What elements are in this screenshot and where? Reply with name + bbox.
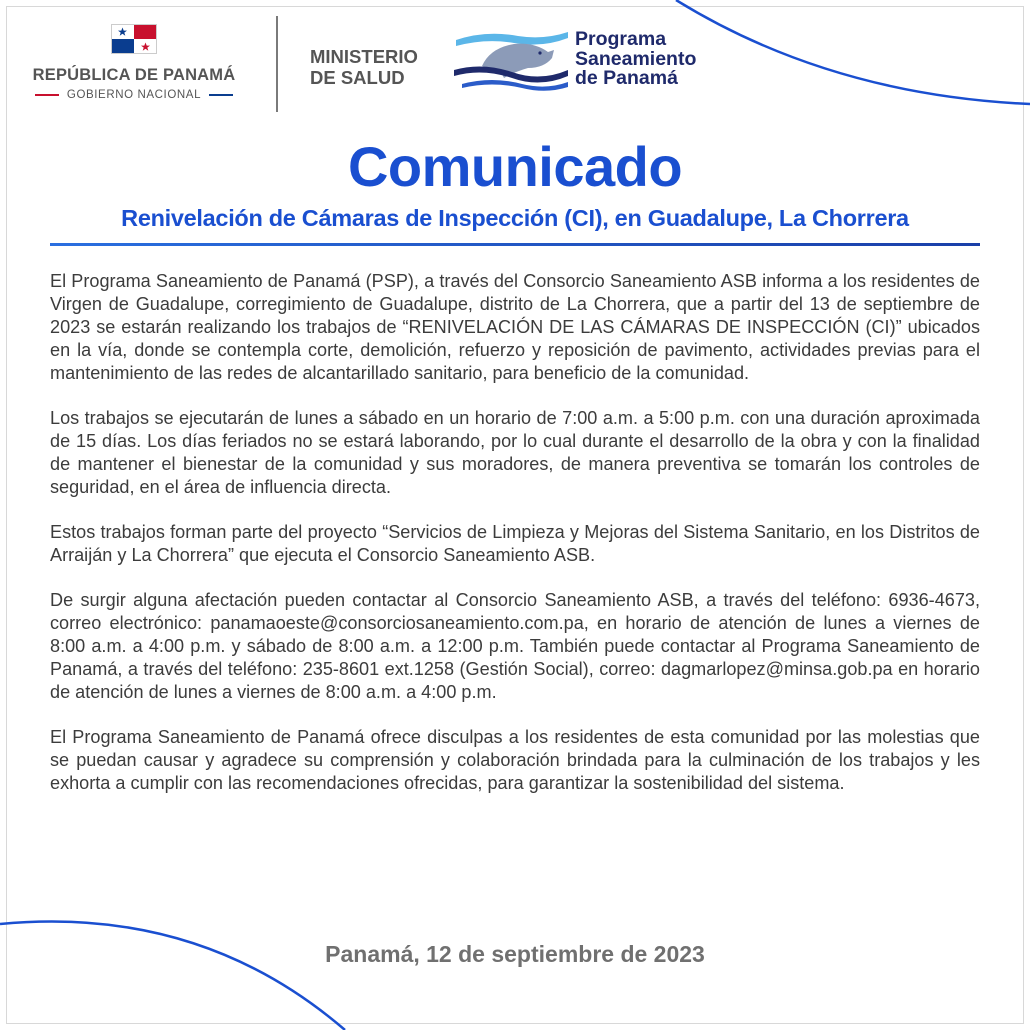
top-right-arc [676,0,1030,104]
gov-blue-rule [209,94,233,96]
ministry-line-2: DE SALUD [310,67,405,88]
date-line: Panamá, 12 de septiembre de 2023 [325,941,705,967]
ministry-name [310,46,418,88]
program-line-1: Programa [575,28,667,50]
paragraph-4: De surgir alguna afectación pueden contactar al Consorcio Saneamiento ASB, a través del teléfono: 6936-4673, correo electrónico: panamaoeste@consorciosaneamiento.com.pa, en horario de atención de lunes a viernes de 8:00 a.m. a 4:00 p.m. y sábado de 8:00 a.m. a 12:00 p.m. También puede contactar al Programa Saneamiento de Panamá, a través del teléfono: 235-8601 ext.1258 (Gestión Social), correo: dagmarlopez@minsa.gob.pa en horario de atención de lunes a viernes de 8:00 a.m. a 4:00 p.m. [50,590,980,702]
body-text [50,270,980,817]
page-subtitle: Renivelación de Cámaras de Inspección (CI), en Guadalupe, La Chorrera [121,205,909,231]
gov-red-rule [35,94,59,96]
government-block [16,24,252,101]
bottom-left-arc [0,921,345,1030]
program-line-3: de Panamá [575,67,678,89]
paragraph-1: El Programa Saneamiento de Panamá (PSP), a través del Consorcio Saneamiento ASB informa a los residentes de Virgen de Guadalupe, corregimiento de Guadalupe, distrito de La Chorrera, que a partir del 13 de septiembre de 2023 se estarán realizando los trabajos de “RENIVELACIÓN DE LAS CÁMARAS DE INSPECCIÓN (CI)” ubicados en la vía, donde se contempla corte, demolición, refuerzo y reposición de pavimento, actividades previas para el mantenimiento de las redes de alcantarillado sanitario, para beneficio de la comunidad. [50,271,980,383]
page-title: Comunicado [347,135,683,198]
gov-title: REPÚBLICA DE PANAMÁ [32,66,236,84]
title-rule [50,243,980,246]
panama-flag-icon [111,24,157,54]
program-name [575,30,696,89]
gov-subtitle: GOBIERNO NACIONAL [66,89,202,101]
ministry-line-1: MINISTERIO [310,46,418,67]
program-line-2: Saneamiento [575,47,697,70]
dolphin-logo-icon [452,26,570,92]
paragraph-2: Los trabajos se ejecutarán de lunes a sábado en un horario de 7:00 a.m. a 5:00 p.m. con una duración aproximada de 15 días. Los días feriados no se estará laborando, por lo cual durante el desarrollo de la obra y con la finalidad de mantener el bienestar de la comunidad y sus moradores, de manera preventiva se tomarán los controles de seguridad, en el área de influencia directa. [50,408,980,497]
paragraph-3: Estos trabajos forman parte del proyecto “Servicios de Limpieza y Mejoras del Sistema Sanitario, en los Distritos de Arraiján y La Chorrera” que ejecuta el Consorcio Saneamiento ASB. [50,522,980,565]
gov-subtitle-row [16,89,252,101]
header-divider [276,16,278,112]
paragraph-5: El Programa Saneamiento de Panamá ofrece disculpas a los residentes de esta comunidad por las molestias que se puedan causar y agradece su comprensión y colaboración brindada para la culminación de los trabajos y les exhorta a cumplir con las recomendaciones ofrecidas, para garantizar la sostenibilidad del sistema. [50,727,980,793]
